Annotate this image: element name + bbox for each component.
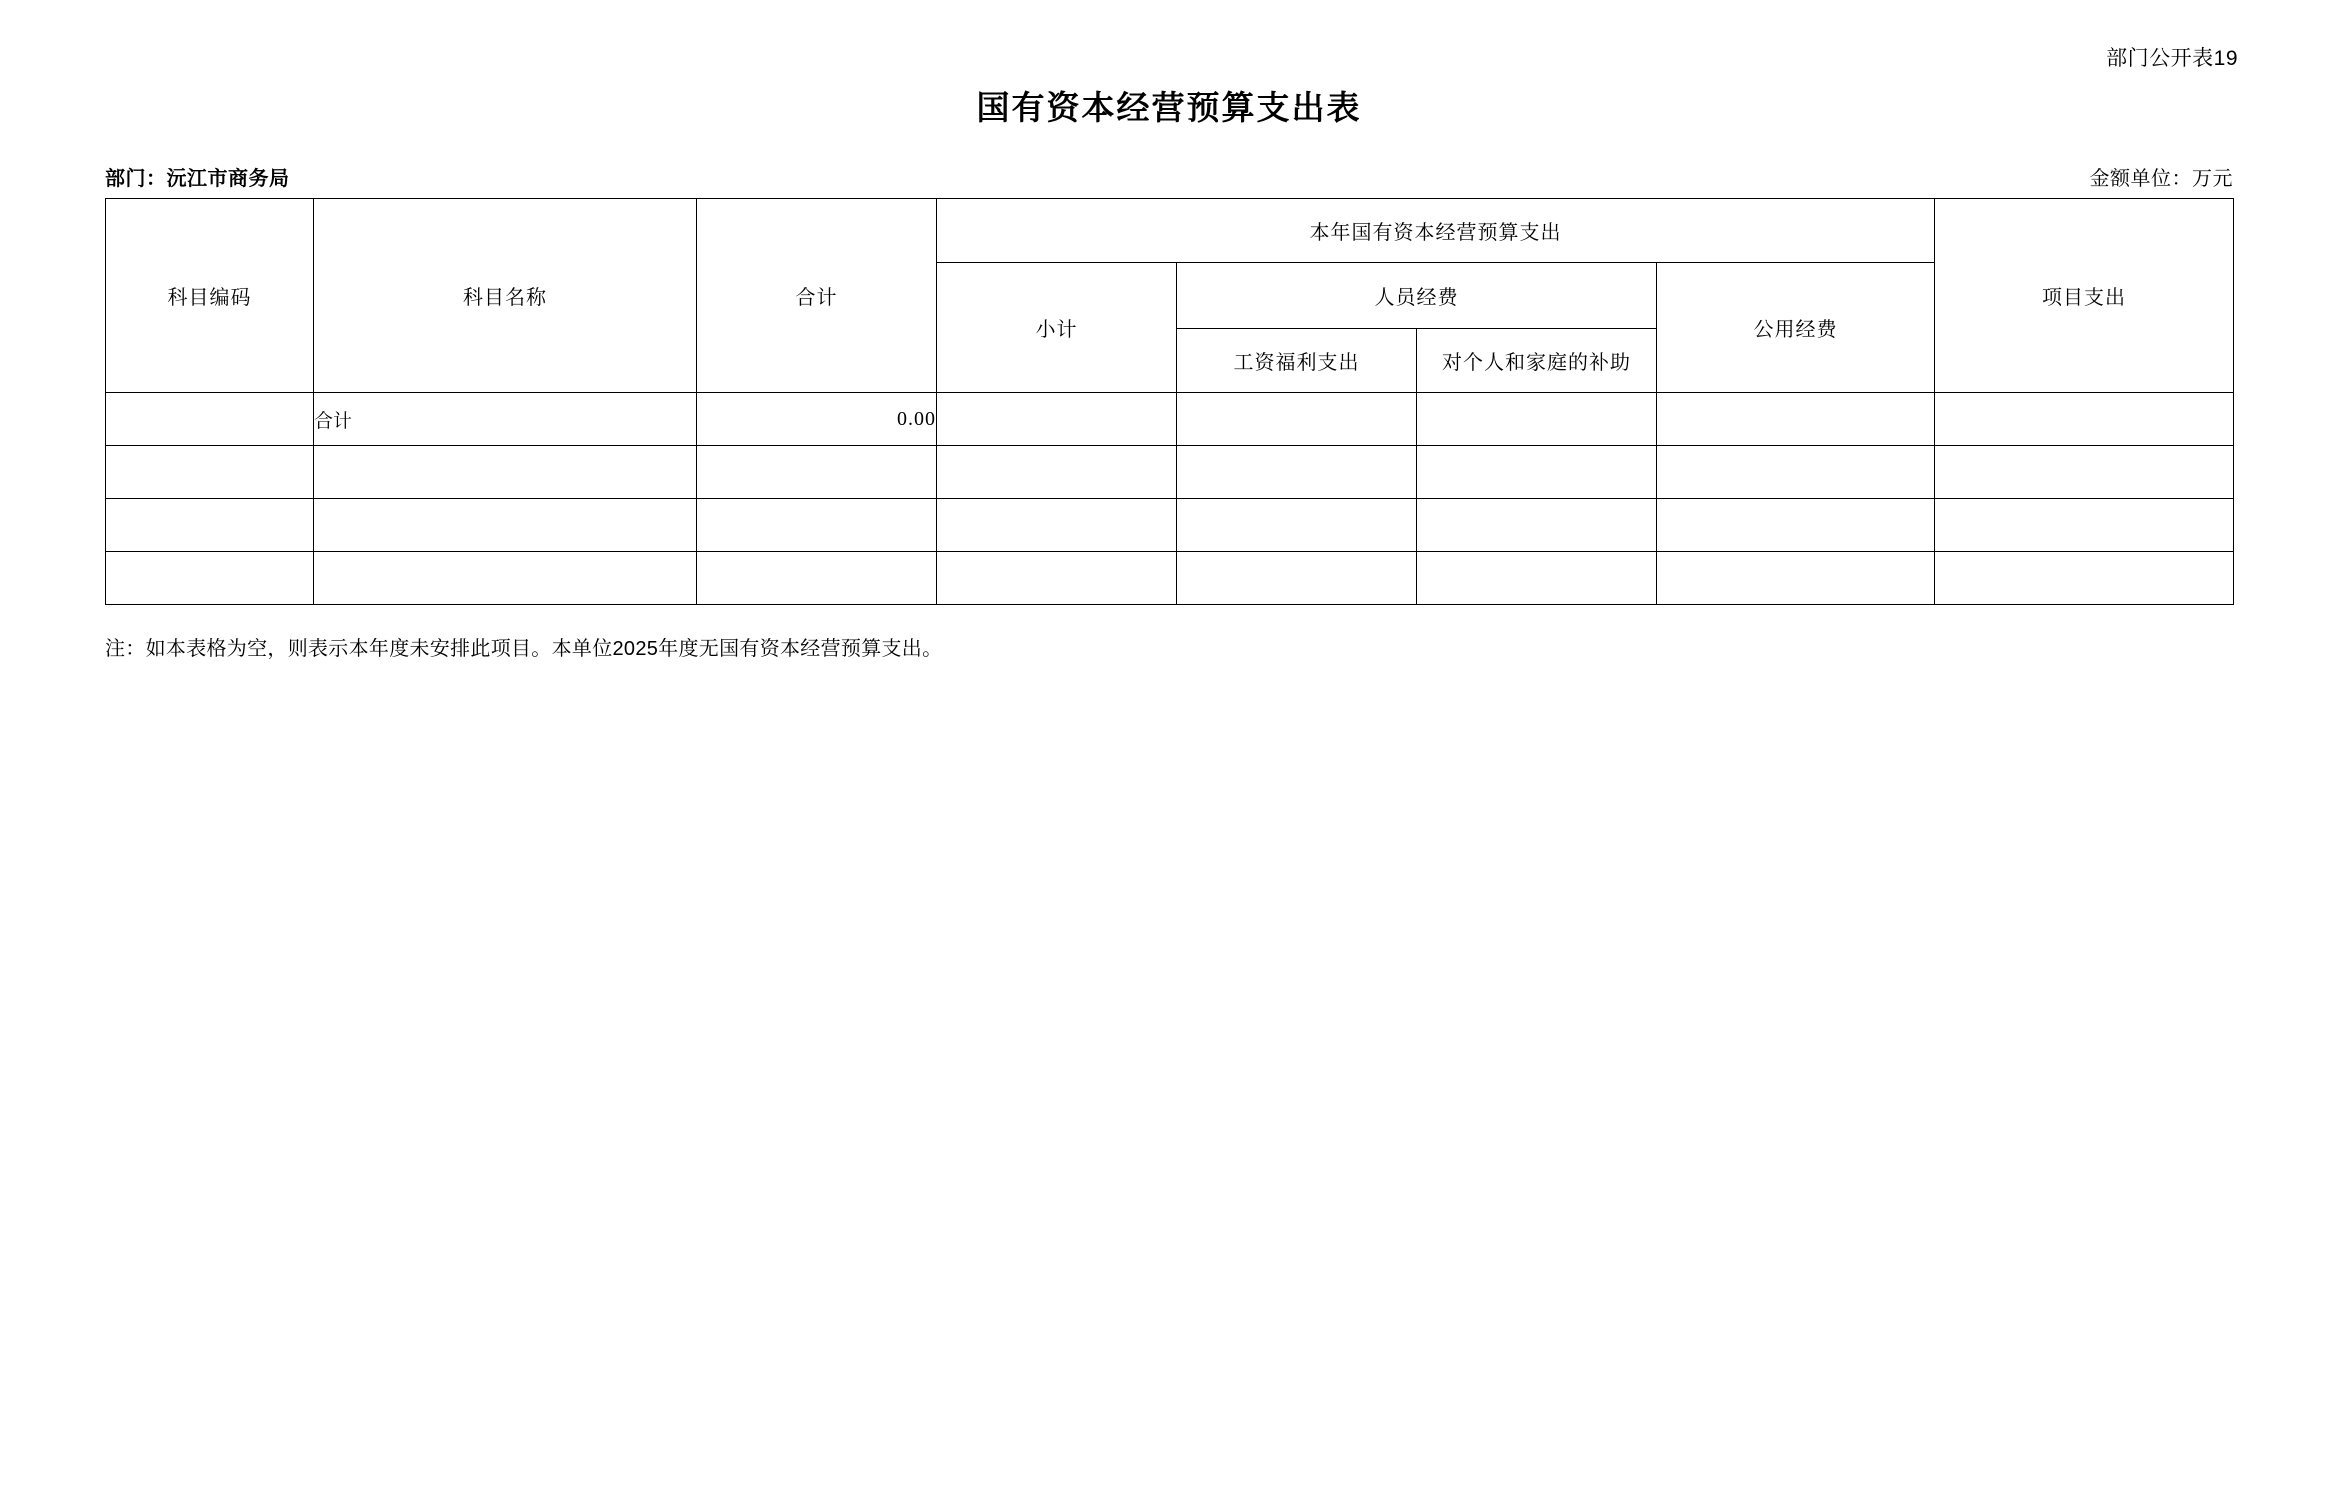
cell-total (697, 499, 937, 552)
header-salary-welfare: 工资福利支出 (1177, 329, 1417, 393)
cell-subsidy-individual-family (1417, 499, 1657, 552)
cell-subsidy-individual-family (1417, 552, 1657, 605)
cell-salary-welfare (1177, 552, 1417, 605)
amount-unit-label: 金额单位：万元 (2089, 168, 2233, 190)
header-code: 科目编码 (106, 199, 314, 393)
cell-subsidy-individual-family (1417, 393, 1657, 446)
table-note: 注：如本表格为空，则表示本年度未安排此项目。本单位2025年度无国有资本经营预算支出。 (105, 638, 943, 660)
cell-public-expense (1657, 446, 1935, 499)
cell-total (697, 552, 937, 605)
page-title: 国有资本经营预算支出表 (976, 89, 1362, 126)
cell-subtotal (937, 552, 1177, 605)
header-public-expense: 公用经费 (1657, 263, 1935, 393)
header-name: 科目名称 (314, 199, 697, 393)
header-total: 合计 (697, 199, 937, 393)
header-current-year-group: 本年国有资本经营预算支出 (937, 199, 1935, 263)
cell-name (314, 552, 697, 605)
department-label: 部门：沅江市商务局 (105, 168, 290, 190)
table-row (106, 499, 2234, 552)
cell-subtotal (937, 499, 1177, 552)
cell-project-expense (1935, 499, 2234, 552)
cell-project-expense (1935, 446, 2234, 499)
cell-project-expense (1935, 393, 2234, 446)
cell-code (106, 499, 314, 552)
cell-salary-welfare (1177, 446, 1417, 499)
table-row (106, 552, 2234, 605)
cell-name: 合计 (314, 393, 697, 446)
table-row (106, 393, 2234, 446)
cell-public-expense (1657, 499, 1935, 552)
cell-code (106, 393, 314, 446)
cell-salary-welfare (1177, 393, 1417, 446)
cell-public-expense (1657, 552, 1935, 605)
budget-expenditure-table (105, 198, 2234, 605)
table-row (106, 446, 2234, 499)
header-project-expense: 项目支出 (1935, 199, 2234, 393)
header-subtotal: 小计 (937, 263, 1177, 393)
cell-subtotal (937, 393, 1177, 446)
cell-subtotal (937, 446, 1177, 499)
cell-public-expense (1657, 393, 1935, 446)
header-subsidy-individual-family: 对个人和家庭的补助 (1417, 329, 1657, 393)
cell-code (106, 552, 314, 605)
meta-row (105, 162, 2233, 191)
cell-total (697, 446, 937, 499)
cell-total: 0.00 (697, 393, 937, 446)
cell-code (106, 446, 314, 499)
cell-project-expense (1935, 552, 2234, 605)
cell-name (314, 499, 697, 552)
cell-salary-welfare (1177, 499, 1417, 552)
cell-subsidy-individual-family (1417, 446, 1657, 499)
sheet-tag: 部门公开表19 (2106, 47, 2238, 70)
cell-name (314, 446, 697, 499)
header-personnel-group: 人员经费 (1177, 263, 1657, 329)
